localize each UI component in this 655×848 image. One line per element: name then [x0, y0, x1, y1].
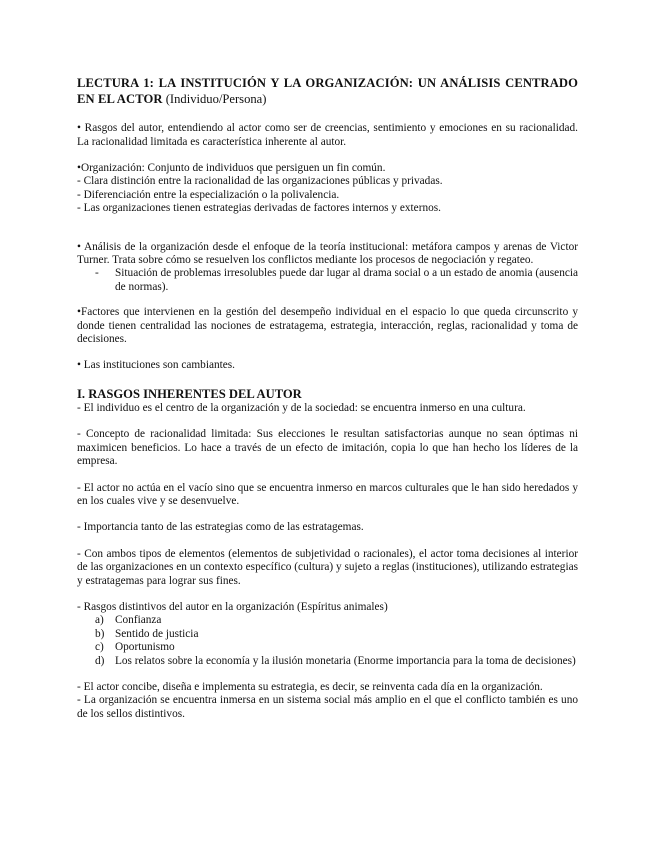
list-text: Oportunismo [115, 641, 175, 654]
list-text: Confianza [115, 614, 162, 627]
analisis-list [95, 267, 578, 294]
list-text: Los relatos sobre la economía y la ilusión monetaria (Enorme importancia para la toma de decisiones) [115, 654, 576, 667]
list-text: Sentido de justicia [115, 627, 199, 640]
list-item [95, 655, 578, 668]
paragraph-racionalidad: - Concepto de racionalidad limitada: Sus elecciones le resultan satisfactorias aunque no sean óptimas ni maximicen beneficios. Lo hace a través de un efecto de imitación, copia lo que han hecho los líderes de la empresa. [77, 428, 578, 468]
title-bold: LECTURA 1: LA INSTITUCIÓN Y LA ORGANIZACIÓN: UN ANÁLISIS CENTRADO EN EL ACTOR [77, 76, 578, 106]
org-line: - Diferenciación entre la especialización o la polivalencia. [77, 188, 340, 201]
paragraph-importancia: - Importancia tanto de las estrategias como de las estratagemas. [77, 521, 364, 534]
paragraph-actor: - El actor no actúa en el vacío sino que se encuentra inmerso en marcos culturales que le han sido heredados y en los cuales vive y se desenvuelve. [77, 481, 578, 507]
list-marker: a) [95, 614, 104, 627]
paragraph-decisiones: - Con ambos tipos de elementos (elementos de subjetividad o racionales), el actor toma decisiones al interior de las organizaciones en un contexto específico (cultura) y sujeto a reglas (instituciones), utilizando estrategias y estratagemas para lograr sus fines. [77, 547, 578, 587]
document-body [77, 76, 578, 721]
list-marker: d) [95, 654, 105, 667]
section-heading: I. RASGOS INHERENTES DEL AUTOR [77, 386, 302, 401]
paragraph-individuo: - El individuo es el centro de la organización y de la sociedad: se encuentra inmerso en una cultura. [77, 401, 526, 414]
org-line: - Las organizaciones tienen estrategias derivadas de factores internos y externos. [77, 202, 441, 215]
paragraph-analisis: • Análisis de la organización desde el enfoque de la teoría institucional: metáfora campos y arenas de Victor Turner. Trata sobre cómo se resuelven los conflictos mediante los procesos de negociación y regateo. [77, 240, 578, 267]
paragraph-estrategia: - El actor concibe, diseña e implementa su estrategia, es decir, se reinventa cada día en la organización. [77, 680, 543, 693]
org-line: •Organización: Conjunto de individuos que persiguen un fin común. [77, 162, 386, 174]
organization-block [77, 162, 578, 216]
title-normal: (Individuo/Persona) [162, 91, 267, 106]
paragraph-sistema-social: - La organización se encuentra inmersa en un sistema social más amplio en el que el conflicto también es uno de los sellos distintivos. [77, 694, 578, 720]
list-item [95, 641, 578, 654]
list-item: - Situación de problemas irresolubles puede dar lugar al drama social o a un estado de anomia (ausencia de normas). [95, 267, 578, 294]
paragraph-rasgos: • Rasgos del autor, entendiendo al actor como ser de creencias, sentimiento y emociones en su racionalidad. La racionalidad limitada es característica inherente al autor. [77, 122, 578, 148]
list-marker: b) [95, 627, 105, 640]
list-marker: c) [95, 641, 104, 654]
org-line: - Clara distinción entre la racionalidad de las organizaciones públicas y privadas. [77, 175, 443, 188]
rasgos-list [95, 614, 578, 668]
document-title [77, 76, 578, 107]
paragraph-rasgos-distintivos: - Rasgos distintivos del autor en la organización (Espíritus animales) [77, 600, 388, 613]
paragraph-factores: •Factores que intervienen en la gestión del desempeño individual en el espacio lo que queda circunscrito y donde tienen centralidad las nociones de estratagema, estrategia, interacción, reglas, racionalidad y toma de decisiones. [77, 306, 578, 346]
list-item [95, 614, 578, 627]
list-item [95, 628, 578, 641]
paragraph-instituciones: • Las instituciones son cambiantes. [77, 359, 236, 372]
